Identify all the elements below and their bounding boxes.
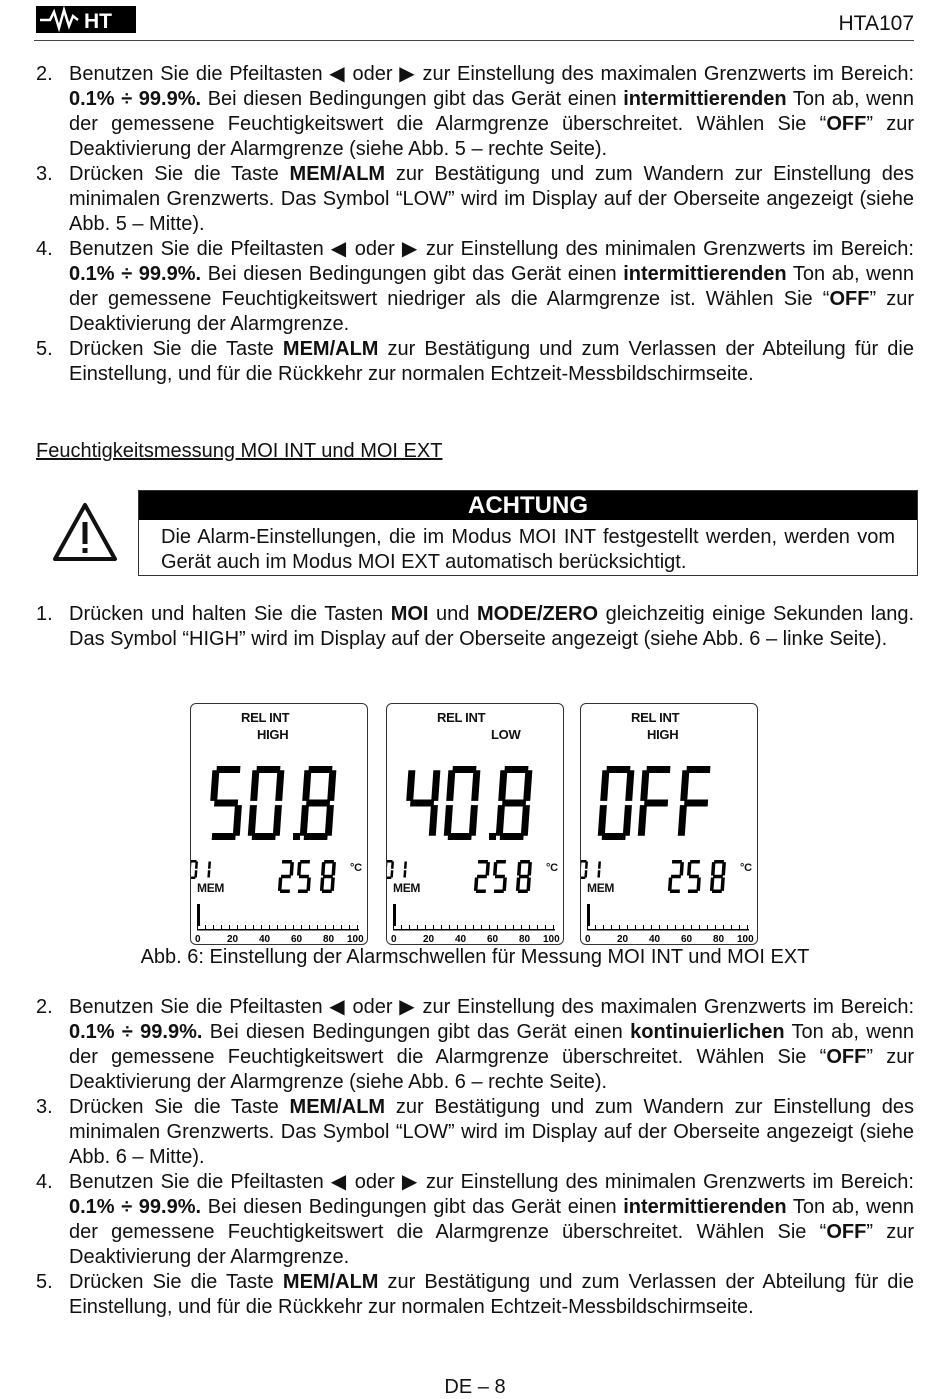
- body-text: Ton ab, wenn der gemessene Feuchtigkeitswert die Alarmgrenze überschreitet. Wählen Sie “: [69, 1196, 914, 1243]
- body-text: zur Bestätigung und zum Verlassen der Abteilung für die Einstellung, und für die Rückkehr zur normalen Echtzeit-Messbildschirmseite.: [69, 1271, 914, 1318]
- emphasis-text: intermittierenden: [623, 1196, 786, 1218]
- list-item: [36, 337, 914, 387]
- section-title: Feuchtigkeitsmessung MOI INT und MOI EXT: [36, 440, 442, 463]
- body-text: Drücken und halten Sie die Tasten: [69, 603, 391, 625]
- bargraph-scale-label: 100: [543, 934, 560, 945]
- bargraph-tick: [253, 925, 254, 929]
- bargraph-tick: [237, 925, 238, 929]
- emphasis-text: OFF: [826, 113, 866, 135]
- bargraph-scale-label: 0: [391, 934, 397, 945]
- bargraph-tick: [659, 925, 660, 929]
- bargraph-tick: [341, 925, 342, 929]
- lcd-display: [386, 703, 564, 945]
- page-number: DE – 8: [0, 1376, 950, 1399]
- bargraph-tick: [747, 925, 748, 929]
- body-text: Drücken Sie die Taste: [69, 338, 283, 360]
- brand-logo: [36, 6, 140, 33]
- body-text: ” zur Deaktivierung der Alarmgrenze.: [69, 288, 914, 335]
- bargraph-tick: [285, 925, 286, 929]
- bargraph-tick: [683, 925, 684, 929]
- bargraph-tick: [333, 925, 334, 929]
- list-number: 3.: [36, 1095, 64, 1120]
- bargraph-tick: [545, 925, 546, 929]
- list-number: 2.: [36, 995, 64, 1020]
- emphasis-text: MEM/ALM: [290, 163, 386, 185]
- lcd-digits: [387, 704, 565, 946]
- figure-caption: Abb. 6: Einstellung der Alarmschwellen für Messung MOI INT und MOI EXT: [0, 946, 950, 969]
- bargraph-tick: [317, 925, 318, 929]
- body-text: zur Bestätigung und zum Wandern zur Einstellung des minimalen Grenzwerts. Das Symbol “LOW” wird im Display auf der Oberseite angezeigt (siehe Abb. 6 – Mitte).: [69, 1096, 914, 1168]
- bargraph-tick: [213, 925, 214, 929]
- body-text: Benutzen Sie die Pfeiltasten ◀ oder ▶ zur Einstellung des minimalen Grenzwerts im Bereich:: [69, 1171, 914, 1193]
- bargraph-tick: [441, 925, 442, 929]
- bargraph-tick: [497, 925, 498, 929]
- bargraph-tick: [537, 925, 538, 929]
- body-text: Benutzen Sie die Pfeiltasten ◀ oder ▶ zur Einstellung des maximalen Grenzwerts im Bereich:: [69, 63, 914, 85]
- body-text: Ton ab, wenn der gemessene Feuchtigkeitswert die Alarmgrenze überschreitet. Wählen Sie “: [69, 88, 914, 135]
- list-number: 4.: [36, 1170, 64, 1195]
- body-text: Bei diesen Bedingungen gibt das Gerät einen: [201, 263, 623, 285]
- bargraph-tick: [521, 925, 522, 929]
- lcd-mode-label: REL INT: [437, 710, 485, 725]
- bargraph-tick: [675, 925, 676, 929]
- bargraph-tick: [595, 925, 596, 929]
- emphasis-text: MEM/ALM: [290, 1096, 386, 1118]
- bargraph-scale-label: 80: [713, 934, 725, 945]
- bargraph-tick: [723, 925, 724, 929]
- body-text: ” zur Deaktivierung der Alarmgrenze (siehe Abb. 5 – rechte Seite).: [69, 113, 914, 160]
- emphasis-text: OFF: [829, 288, 869, 310]
- bargraph-tick: [529, 925, 530, 929]
- instruction-list-bottom: [36, 995, 914, 1320]
- bargraph-tick: [277, 925, 278, 929]
- body-text: gleichzeitig einige Sekunden lang. Das Symbol “HIGH” wird im Display auf der Oberseite angezeigt (siehe Abb. 6 – linke Seite).: [69, 603, 914, 650]
- list-number: 5.: [36, 1270, 64, 1295]
- bargraph-tick: [481, 925, 482, 929]
- bargraph-tick: [667, 925, 668, 929]
- bargraph-tick: [393, 925, 394, 929]
- bargraph-tick: [731, 925, 732, 929]
- emphasis-text: kontinuierlichen: [630, 1021, 784, 1043]
- bargraph-scale-label: 20: [423, 934, 435, 945]
- bargraph-scale-label: 60: [681, 934, 693, 945]
- bargraph-tick: [707, 925, 708, 929]
- bargraph-tick: [627, 925, 628, 929]
- bargraph-tick: [619, 925, 620, 929]
- bargraph-tick: [349, 925, 350, 929]
- emphasis-text: 0.1% ÷ 99.9%.: [69, 88, 201, 110]
- bargraph-pointer: [197, 904, 200, 926]
- warning-triangle-icon: [52, 502, 118, 562]
- lcd-mode-label: REL INT: [241, 710, 289, 725]
- bargraph-tick: [309, 925, 310, 929]
- bargraph-tick: [205, 925, 206, 929]
- bargraph-tick: [417, 925, 418, 929]
- bargraph-tick: [433, 925, 434, 929]
- bargraph-tick: [449, 925, 450, 929]
- emphasis-text: 0.1% ÷ 99.9%.: [69, 1021, 202, 1043]
- warning-title: ACHTUNG: [139, 491, 917, 520]
- lcd-display: [580, 703, 758, 945]
- body-text: zur Bestätigung und zum Verlassen der Abteilung für die Einstellung, und für die Rückkehr zur normalen Echtzeit-Messbildschirmseite.: [69, 338, 914, 385]
- list-item: [36, 1095, 914, 1170]
- bargraph-tick: [325, 925, 326, 929]
- emphasis-text: MEM/ALM: [283, 338, 379, 360]
- bargraph-tick: [739, 925, 740, 929]
- lcd-limit-label: HIGH: [647, 727, 678, 742]
- lcd-mode-label: REL INT: [631, 710, 679, 725]
- bargraph-scale-label: 40: [259, 934, 271, 945]
- body-text: Benutzen Sie die Pfeiltasten ◀ oder ▶ zur Einstellung des maximalen Grenzwerts im Bereich:: [69, 996, 914, 1018]
- bargraph-tick: [715, 925, 716, 929]
- body-text: Drücken Sie die Taste: [69, 1096, 290, 1118]
- bargraph-scale-label: 20: [227, 934, 239, 945]
- list-number: 2.: [36, 62, 64, 87]
- body-text: Drücken Sie die Taste: [69, 1271, 283, 1293]
- header-divider: [34, 40, 914, 41]
- list-item: [36, 162, 914, 237]
- bargraph-pointer: [393, 904, 396, 926]
- model-name: HTA107: [839, 12, 914, 36]
- bargraph-tick: [643, 925, 644, 929]
- body-text: zur Bestätigung und zum Wandern zur Einstellung des minimalen Grenzwerts. Das Symbol “LOW” wird im Display auf der Oberseite angezeigt (siehe Abb. 5 – Mitte).: [69, 163, 914, 235]
- bargraph-tick: [489, 925, 490, 929]
- bargraph-tick: [587, 925, 588, 929]
- body-text: ” zur Deaktivierung der Alarmgrenze (siehe Abb. 6 – rechte Seite).: [69, 1046, 914, 1093]
- emphasis-text: MODE/ZERO: [477, 603, 598, 625]
- bargraph-scale-label: 100: [347, 934, 364, 945]
- bargraph-scale-label: 80: [519, 934, 531, 945]
- bargraph-scale-label: 40: [649, 934, 661, 945]
- bargraph-tick: [635, 925, 636, 929]
- body-text: Ton ab, wenn der gemessene Feuchtigkeitswert niedriger als die Alarmgrenze ist. Wählen Sie “: [69, 263, 914, 310]
- body-text: Bei diesen Bedingungen gibt das Gerät einen: [202, 1021, 630, 1043]
- bargraph-scale-label: 60: [291, 934, 303, 945]
- lcd-temp-unit: °C: [350, 862, 362, 874]
- bargraph-tick: [603, 925, 604, 929]
- svg-text:HT: HT: [84, 10, 112, 33]
- list-item: [36, 602, 914, 652]
- lcd-mem-label: MEM: [587, 881, 614, 895]
- list-item: [36, 1270, 914, 1320]
- bargraph-tick: [301, 925, 302, 929]
- lcd-temp-unit: °C: [546, 862, 558, 874]
- list-number: 1.: [36, 602, 64, 627]
- bargraph-tick: [425, 925, 426, 929]
- emphasis-text: 0.1% ÷ 99.9%.: [69, 1196, 201, 1218]
- bargraph-scale-label: 0: [195, 934, 201, 945]
- bargraph-tick: [505, 925, 506, 929]
- bargraph-scale-label: 60: [487, 934, 499, 945]
- list-item: [36, 237, 914, 337]
- bargraph-axis: [197, 929, 359, 931]
- emphasis-text: OFF: [826, 1046, 866, 1068]
- bargraph-scale-label: 0: [585, 934, 591, 945]
- bargraph-tick: [457, 925, 458, 929]
- body-text: Drücken Sie die Taste: [69, 163, 290, 185]
- emphasis-text: 0.1% ÷ 99.9%.: [69, 263, 201, 285]
- bargraph-tick: [261, 925, 262, 929]
- bargraph-tick: [221, 925, 222, 929]
- lcd-temp-unit: °C: [740, 862, 752, 874]
- list-item: [36, 62, 914, 162]
- emphasis-text: MEM/ALM: [283, 1271, 379, 1293]
- list-item: [36, 1170, 914, 1270]
- bargraph-axis: [393, 929, 555, 931]
- list-number: 4.: [36, 237, 64, 262]
- emphasis-text: intermittierenden: [623, 88, 786, 110]
- body-text: Bei diesen Bedingungen gibt das Gerät einen: [201, 1196, 623, 1218]
- body-text: Benutzen Sie die Pfeiltasten ◀ oder ▶ zur Einstellung des minimalen Grenzwerts im Bereich:: [69, 238, 914, 260]
- list-number: 3.: [36, 162, 64, 187]
- warning-text: Die Alarm-Einstellungen, die im Modus MOI INT festgestellt werden, werden vom Gerät auch im Modus MOI EXT automatisch berücksichtigt.: [139, 520, 917, 575]
- bargraph-tick: [245, 925, 246, 929]
- body-text: und: [429, 603, 477, 625]
- bargraph-pointer: [587, 904, 590, 926]
- emphasis-text: MOI: [391, 603, 429, 625]
- lcd-limit-label: LOW: [491, 727, 520, 742]
- bargraph-scale-label: 100: [737, 934, 754, 945]
- bargraph-tick: [293, 925, 294, 929]
- bargraph-scale-label: 80: [323, 934, 335, 945]
- warning-box: [138, 490, 918, 576]
- bargraph-tick: [269, 925, 270, 929]
- list-number: 5.: [36, 337, 64, 362]
- emphasis-text: OFF: [826, 1221, 866, 1243]
- bargraph-tick: [553, 925, 554, 929]
- bargraph-tick: [691, 925, 692, 929]
- bargraph-tick: [357, 925, 358, 929]
- body-text: Ton ab, wenn der gemessene Feuchtigkeitswert die Alarmgrenze überschreitet. Wählen Sie “: [69, 1021, 914, 1068]
- bargraph-scale-label: 20: [617, 934, 629, 945]
- body-text: ” zur Deaktivierung der Alarmgrenze.: [69, 1221, 914, 1268]
- lcd-display: [190, 703, 368, 945]
- bargraph-tick: [229, 925, 230, 929]
- bargraph-tick: [699, 925, 700, 929]
- body-text: Bei diesen Bedingungen gibt das Gerät einen: [201, 88, 623, 110]
- instruction-list-top: [36, 62, 914, 387]
- bargraph-tick: [401, 925, 402, 929]
- bargraph-tick: [197, 925, 198, 929]
- bargraph-tick: [465, 925, 466, 929]
- lcd-limit-label: HIGH: [257, 727, 288, 742]
- lcd-mem-label: MEM: [197, 881, 224, 895]
- bargraph-axis: [587, 929, 749, 931]
- bargraph-tick: [513, 925, 514, 929]
- bargraph-scale-label: 40: [455, 934, 467, 945]
- bargraph-tick: [651, 925, 652, 929]
- bargraph-tick: [611, 925, 612, 929]
- emphasis-text: intermittierenden: [623, 263, 786, 285]
- bargraph-tick: [409, 925, 410, 929]
- list-item: [36, 995, 914, 1095]
- lcd-mem-label: MEM: [393, 881, 420, 895]
- instruction-list-middle: [36, 602, 914, 652]
- bargraph-tick: [473, 925, 474, 929]
